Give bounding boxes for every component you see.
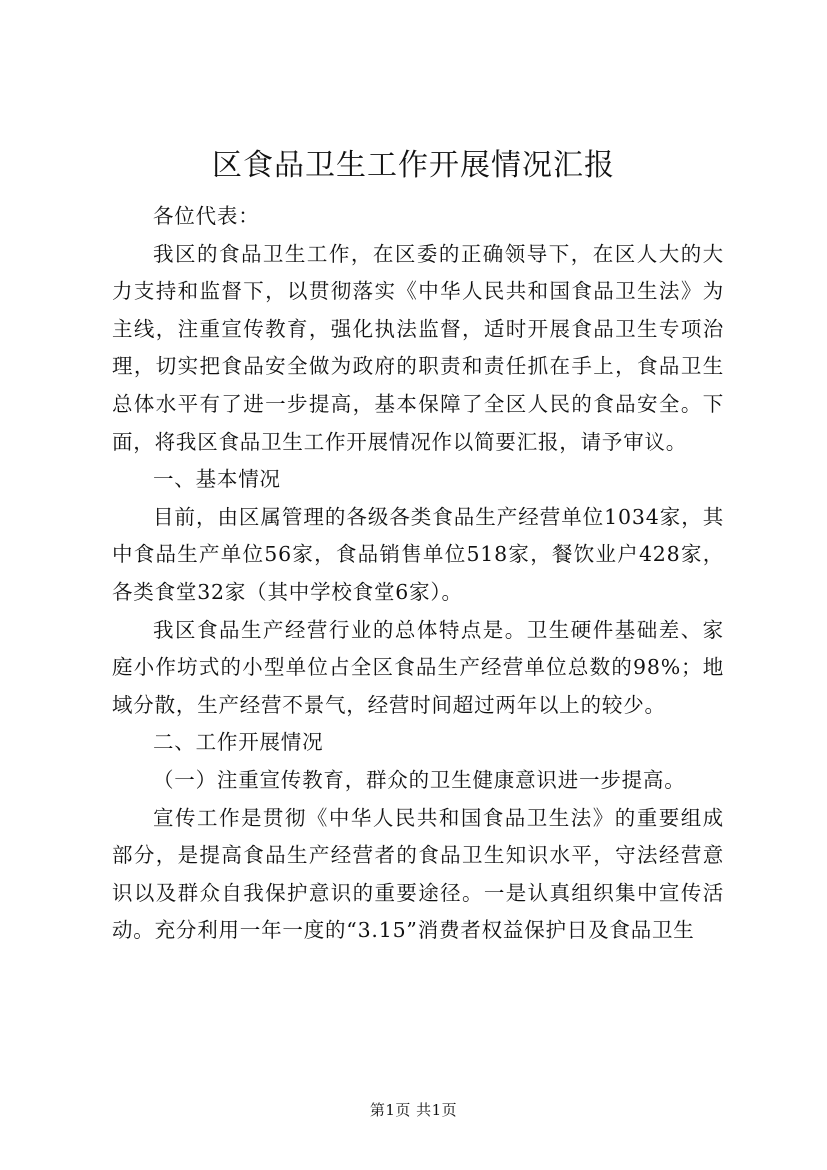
- paragraph-unit-counts: 目前，由区属管理的各级各类食品生产经营单位1034家，其中食品生产单位56家，食品销售单位518家，餐饮业户428家，各类食堂32家（其中学校食堂6家）。: [112, 504, 724, 604]
- paragraph-publicity: 宣传工作是贯彻《中华人民共和国食品卫生法》的重要组成部分，是提高食品生产经营者的食品卫生知识水平，守法经营意识以及群众自我保护意识的重要途径。一是认真组织集中宣传活动。充分利用一年一度的“3.15”消费者权益保护日及食品卫生: [112, 805, 724, 943]
- heading-work-progress: 二、工作开展情况: [153, 730, 324, 755]
- heading-basic-situation: 一、基本情况: [153, 467, 281, 492]
- subheading-publicity: （一）注重宣传教育，群众的卫生健康意识进一步提高。: [153, 767, 686, 792]
- document-body: [112, 198, 724, 950]
- paragraph-intro: 我区的食品卫生工作，在区委的正确领导下，在区人大的大力支持和监督下，以贯彻落实《中华人民共和国食品卫生法》为主线，注重宣传教育，强化执法监督，适时开展食品卫生专项治理，切实把食品安全做为政府的职责和责任抓在手上，食品卫生总体水平有了进一步提高，基本保障了全区人民的食品安全。下面，将我区食品卫生工作开展情况作以简要汇报，请予审议。: [112, 241, 724, 454]
- page-footer: 第1页 共1页: [369, 1101, 458, 1119]
- document-title: 区食品卫生工作开展情况汇报: [212, 148, 615, 183]
- paragraph-industry-features: 我区食品生产经营行业的总体特点是。卫生硬件基础差、家庭小作坊式的小型单位占全区食品生产经营单位总数的98%；地域分散，生产经营不景气，经营时间超过两年以上的较少。: [112, 617, 724, 717]
- paragraph-salutation: 各位代表：: [153, 204, 260, 228]
